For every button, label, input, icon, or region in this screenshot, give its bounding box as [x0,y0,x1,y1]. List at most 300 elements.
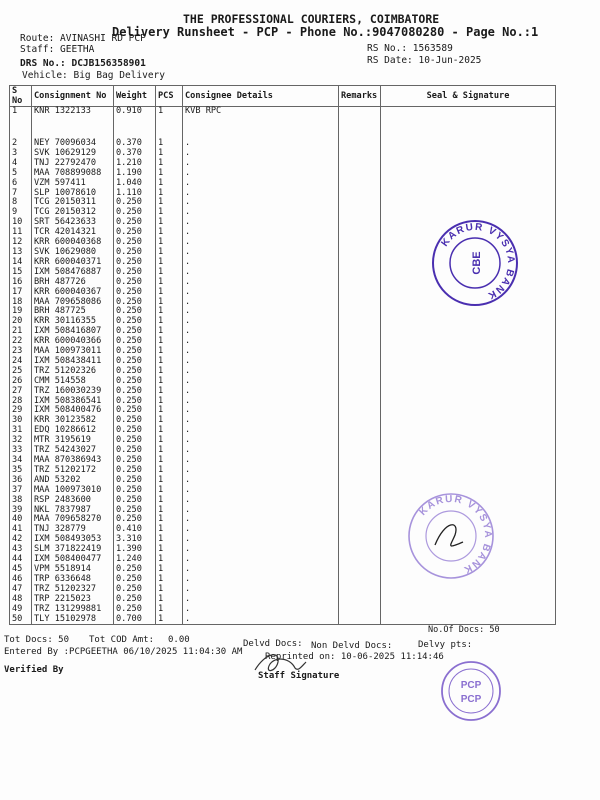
row-remarks [339,595,381,605]
svg-text:PCP: PCP [460,680,482,691]
row-consignee: . [183,347,339,357]
row-consignee: . [183,149,339,159]
staff: Staff: GEETHA [20,44,95,55]
row-remarks [339,357,381,367]
row-consignee: . [183,248,339,258]
row-consignment: EDQ 10286612 [32,426,114,436]
row-consignment: TRZ 131299881 [32,605,114,615]
row-remarks [339,496,381,506]
row-consignment: MTR 3195619 [32,436,114,446]
row-remarks [339,268,381,278]
row-remarks [339,208,381,218]
row-sno: 24 [10,357,32,367]
row-sno: 50 [10,615,32,625]
row-pcs: 1 [156,149,183,159]
row-consignment: MAA 870386943 [32,456,114,466]
row-signature [381,595,556,605]
row-sno: 2 [10,139,32,149]
row-consignee: . [183,357,339,367]
row-remarks [339,169,381,179]
row-pcs: 1 [156,535,183,545]
row-consignee: . [183,416,339,426]
row-remarks [339,387,381,397]
reprinted-on: Reprinted on: 10-06-2025 11:14:46 [265,652,444,662]
row-remarks [339,466,381,476]
row-signature [381,169,556,179]
row-pcs: 1 [156,159,183,169]
row-consignment: IXM 508400476 [32,406,114,416]
row-remarks [339,535,381,545]
row-remarks [339,525,381,535]
row-pcs: 1 [156,595,183,605]
row-consignment: BRH 487725 [32,307,114,317]
row-sno: 46 [10,575,32,585]
row-consignment: TCR 42014321 [32,228,114,238]
row-consignee: . [183,615,339,625]
row-consignment: VPM 5518914 [32,565,114,575]
delvy-pts: Delvy pts: [418,640,473,650]
row-consignee: . [183,218,339,228]
row-weight: 0.250 [114,218,156,228]
row-pcs: 1 [156,575,183,585]
row-consignment: IXM 508438411 [32,357,114,367]
row-pcs: 1 [156,565,183,575]
row-signature [381,198,556,208]
row-pcs: 1 [156,486,183,496]
row-pcs: 1 [156,585,183,595]
table-row [10,615,556,625]
row-pcs: 1 [156,436,183,446]
row-consignment: KNR 1322133 [32,107,114,118]
row-weight: 0.250 [114,288,156,298]
row-signature [381,107,556,118]
table-row [10,107,556,118]
row-weight: 0.250 [114,208,156,218]
row-weight: 0.250 [114,466,156,476]
row-weight: 0.910 [114,107,156,118]
row-signature [381,367,556,377]
row-sno: 38 [10,496,32,506]
row-remarks [339,416,381,426]
staff-signature: Staff Signature [258,671,340,681]
row-consignee: . [183,496,339,506]
row-pcs: 1 [156,466,183,476]
drs-number: DRS No.: DCJB156358901 [20,58,146,69]
bank-seal-stamp-faint [405,490,497,582]
row-remarks [339,337,381,347]
row-remarks [339,575,381,585]
row-signature [381,605,556,615]
row-weight: 0.250 [114,367,156,377]
row-remarks [339,327,381,337]
row-consignee: . [183,317,339,327]
row-consignee: . [183,426,339,436]
svg-text:KARUR VYSYA BANK: KARUR VYSYA BANK [417,493,494,576]
row-remarks [339,317,381,327]
row-consignee: . [183,545,339,555]
row-weight: 3.310 [114,535,156,545]
row-weight: 1.040 [114,179,156,189]
row-consignment: MAA 100973011 [32,347,114,357]
row-sno: 11 [10,228,32,238]
table-header-row [10,86,556,107]
row-signature [381,446,556,456]
row-signature [381,208,556,218]
row-consignee: . [183,456,339,466]
row-pcs: 1 [156,525,183,535]
runsheet-title: Delivery Runsheet - PCP - Phone No.:9047080280 - Page No.:1 [112,25,539,39]
row-signature [381,416,556,426]
row-sno: 4 [10,159,32,169]
row-remarks [339,377,381,387]
route: Route: AVINASHI RD PCP [20,33,146,44]
row-signature [381,357,556,367]
row-weight: 1.240 [114,555,156,565]
row-sno: 39 [10,506,32,516]
row-consignee: . [183,565,339,575]
row-pcs: 1 [156,605,183,615]
row-sno: 44 [10,555,32,565]
row-signature [381,466,556,476]
row-weight: 0.250 [114,476,156,486]
row-consignment: SVK 10629080 [32,248,114,258]
row-weight: 0.250 [114,347,156,357]
row-consignee: . [183,605,339,615]
row-remarks [339,198,381,208]
table-row [10,585,556,595]
row-remarks [339,179,381,189]
row-weight: 0.250 [114,416,156,426]
col-consignment: Consignment No [32,86,114,107]
row-sno: 40 [10,515,32,525]
pcp-stamp [440,660,502,722]
row-consignment: KRR 600040368 [32,238,114,248]
row-remarks [339,288,381,298]
entered-by: Entered By :PCPGEETHA 06/10/2025 11:04:30 AM [4,647,243,657]
row-remarks [339,436,381,446]
row-signature [381,179,556,189]
row-sno: 25 [10,367,32,377]
row-consignee: . [183,278,339,288]
row-consignment: IXM 508476887 [32,268,114,278]
row-consignee: . [183,486,339,496]
row-consignment: TCG 20150311 [32,198,114,208]
row-sno: 8 [10,198,32,208]
row-remarks [339,446,381,456]
row-consignee: . [183,139,339,149]
row-consignee: . [183,397,339,407]
row-sno: 31 [10,426,32,436]
row-remarks [339,406,381,416]
row-consignment: KRR 30116355 [32,317,114,327]
row-pcs: 1 [156,208,183,218]
row-remarks [339,107,381,118]
row-pcs: 1 [156,446,183,456]
row-consignment: TRZ 51202327 [32,585,114,595]
row-spacer [10,117,556,139]
row-sno: 3 [10,149,32,159]
row-pcs: 1 [156,476,183,486]
row-consignment: MAA 708899088 [32,169,114,179]
non-delvd-docs: Non Delvd Docs: [311,641,393,651]
row-pcs: 1 [156,169,183,179]
row-weight: 0.250 [114,228,156,238]
row-pcs: 1 [156,268,183,278]
row-consignee: . [183,268,339,278]
row-pcs: 1 [156,317,183,327]
row-signature [381,585,556,595]
company-name: THE PROFESSIONAL COURIERS, COIMBATORE [183,12,440,26]
col-pcs: PCS [156,86,183,107]
row-sno: 14 [10,258,32,268]
row-sno: 45 [10,565,32,575]
row-pcs: 1 [156,278,183,288]
row-sno: 37 [10,486,32,496]
row-remarks [339,515,381,525]
row-remarks [339,476,381,486]
row-remarks [339,506,381,516]
row-consignee: . [183,307,339,317]
row-consignment: TRZ 160030239 [32,387,114,397]
row-consignment: TNJ 22792470 [32,159,114,169]
row-pcs: 1 [156,406,183,416]
table-row [10,169,556,179]
row-pcs: 1 [156,367,183,377]
row-consignment: CMM 514558 [32,377,114,387]
row-weight: 0.250 [114,496,156,506]
row-pcs: 1 [156,496,183,506]
row-weight: 0.250 [114,258,156,268]
row-remarks [339,248,381,258]
rs-number: RS No.: 1563589 [367,43,453,54]
row-sno: 16 [10,278,32,288]
row-pcs: 1 [156,506,183,516]
row-signature [381,139,556,149]
row-weight: 0.250 [114,317,156,327]
row-sno: 23 [10,347,32,357]
bank-seal-stamp [430,218,520,308]
row-remarks [339,149,381,159]
row-sno: 5 [10,169,32,179]
row-signature [381,456,556,466]
row-weight: 0.250 [114,268,156,278]
row-weight: 0.250 [114,377,156,387]
row-consignee: . [183,515,339,525]
table-row [10,426,556,436]
row-weight: 0.250 [114,456,156,466]
row-consignment: MAA 709658270 [32,515,114,525]
row-signature [381,159,556,169]
row-sno: 29 [10,406,32,416]
row-signature [381,327,556,337]
row-signature [381,149,556,159]
row-pcs: 1 [156,347,183,357]
row-consignee: . [183,189,339,199]
row-weight: 0.250 [114,238,156,248]
row-remarks [339,397,381,407]
row-remarks [339,585,381,595]
tot-cod-label: Tot COD Amt: [89,635,155,645]
tot-docs: Tot Docs: 50 [4,635,70,645]
row-weight: 0.250 [114,406,156,416]
row-remarks [339,545,381,555]
row-consignee: . [183,337,339,347]
tot-cod-value: 0.00 [168,635,190,645]
row-signature [381,347,556,357]
row-consignee: . [183,406,339,416]
row-consignment: KRR 600040367 [32,288,114,298]
row-pcs: 1 [156,426,183,436]
row-sno: 17 [10,288,32,298]
row-weight: 0.250 [114,515,156,525]
row-consignment: MAA 709658086 [32,298,114,308]
row-remarks [339,605,381,615]
row-signature [381,615,556,625]
delvd-docs: Delvd Docs: [243,639,303,649]
row-weight: 0.250 [114,198,156,208]
row-pcs: 1 [156,258,183,268]
row-sno: 22 [10,337,32,347]
row-consignment: MAA 100973010 [32,486,114,496]
row-pcs: 1 [156,387,183,397]
row-consignee: . [183,169,339,179]
row-sno: 43 [10,545,32,555]
row-sno: 21 [10,327,32,337]
row-consignee: . [183,377,339,387]
row-consignee: . [183,525,339,535]
row-consignee: . [183,198,339,208]
row-weight: 0.250 [114,327,156,337]
row-weight: 0.250 [114,585,156,595]
row-sno: 6 [10,179,32,189]
row-signature [381,307,556,317]
row-consignee: . [183,327,339,337]
row-pcs: 1 [156,107,183,118]
row-weight: 1.210 [114,159,156,169]
row-weight: 0.250 [114,486,156,496]
row-consignment: SRT 56423633 [32,218,114,228]
row-weight: 0.250 [114,337,156,347]
row-consignment: TRZ 51202172 [32,466,114,476]
row-sno: 41 [10,525,32,535]
row-weight: 1.190 [114,169,156,179]
row-weight: 0.250 [114,506,156,516]
row-sno: 49 [10,605,32,615]
row-consignment: NKL 7837987 [32,506,114,516]
row-pcs: 1 [156,515,183,525]
row-remarks [339,486,381,496]
row-pcs: 1 [156,228,183,238]
row-pcs: 1 [156,377,183,387]
row-weight: 0.250 [114,387,156,397]
row-weight: 1.390 [114,545,156,555]
row-consignment: TNJ 328779 [32,525,114,535]
row-consignee: . [183,238,339,248]
row-signature [381,406,556,416]
row-consignment: TRZ 54243027 [32,446,114,456]
row-remarks [339,307,381,317]
row-pcs: 1 [156,615,183,625]
row-signature [381,337,556,347]
row-remarks [339,367,381,377]
row-consignee: . [183,208,339,218]
row-consignment: NEY 70096034 [32,139,114,149]
row-weight: 0.250 [114,446,156,456]
row-consignment: VZM 597411 [32,179,114,189]
row-consignee: KVB RPC [183,107,339,118]
row-weight: 0.250 [114,307,156,317]
row-consignee: . [183,585,339,595]
row-consignment: TRP 6336648 [32,575,114,585]
row-consignment: IXM 508416807 [32,327,114,337]
col-sno: S No [10,86,32,107]
row-consignee: . [183,179,339,189]
row-sno: 10 [10,218,32,228]
col-signature: Seal & Signature [381,86,556,107]
row-remarks [339,159,381,169]
staff-signature-scribble [250,648,310,676]
row-consignee: . [183,446,339,456]
row-sno: 42 [10,535,32,545]
row-pcs: 1 [156,139,183,149]
verified-by: Verified By [4,665,64,675]
vehicle: Vehicle: Big Bag Delivery [22,70,165,81]
row-pcs: 1 [156,555,183,565]
row-consignee: . [183,298,339,308]
row-remarks [339,218,381,228]
row-pcs: 1 [156,288,183,298]
svg-text:PCP: PCP [460,694,482,705]
row-signature [381,317,556,327]
row-signature [381,387,556,397]
no-of-docs: No.Of Docs: 50 [428,625,500,635]
row-sno: 7 [10,189,32,199]
row-remarks [339,278,381,288]
row-weight: 0.370 [114,149,156,159]
row-consignee: . [183,228,339,238]
row-remarks [339,189,381,199]
row-weight: 0.410 [114,525,156,535]
row-consignee: . [183,575,339,585]
row-weight: 0.700 [114,615,156,625]
row-weight: 0.250 [114,605,156,615]
row-sno: 9 [10,208,32,218]
row-consignee: . [183,595,339,605]
row-consignment: TCG 20150312 [32,208,114,218]
row-weight: 0.370 [114,139,156,149]
row-pcs: 1 [156,218,183,228]
row-consignee: . [183,367,339,377]
row-consignee: . [183,436,339,446]
row-pcs: 1 [156,298,183,308]
svg-text:CBE: CBE [471,251,483,275]
row-consignment: KRR 600040366 [32,337,114,347]
row-consignment: KRR 600040371 [32,258,114,268]
col-consignee: Consignee Details [183,86,339,107]
row-weight: 0.250 [114,248,156,258]
row-pcs: 1 [156,238,183,248]
row-consignment: KRR 30123582 [32,416,114,426]
row-sno: 47 [10,585,32,595]
row-sno: 19 [10,307,32,317]
row-sno: 15 [10,268,32,278]
row-pcs: 1 [156,327,183,337]
row-weight: 0.250 [114,436,156,446]
row-consignment: TRP 2215023 [32,595,114,605]
row-weight: 0.250 [114,298,156,308]
table-row [10,466,556,476]
row-pcs: 1 [156,307,183,317]
